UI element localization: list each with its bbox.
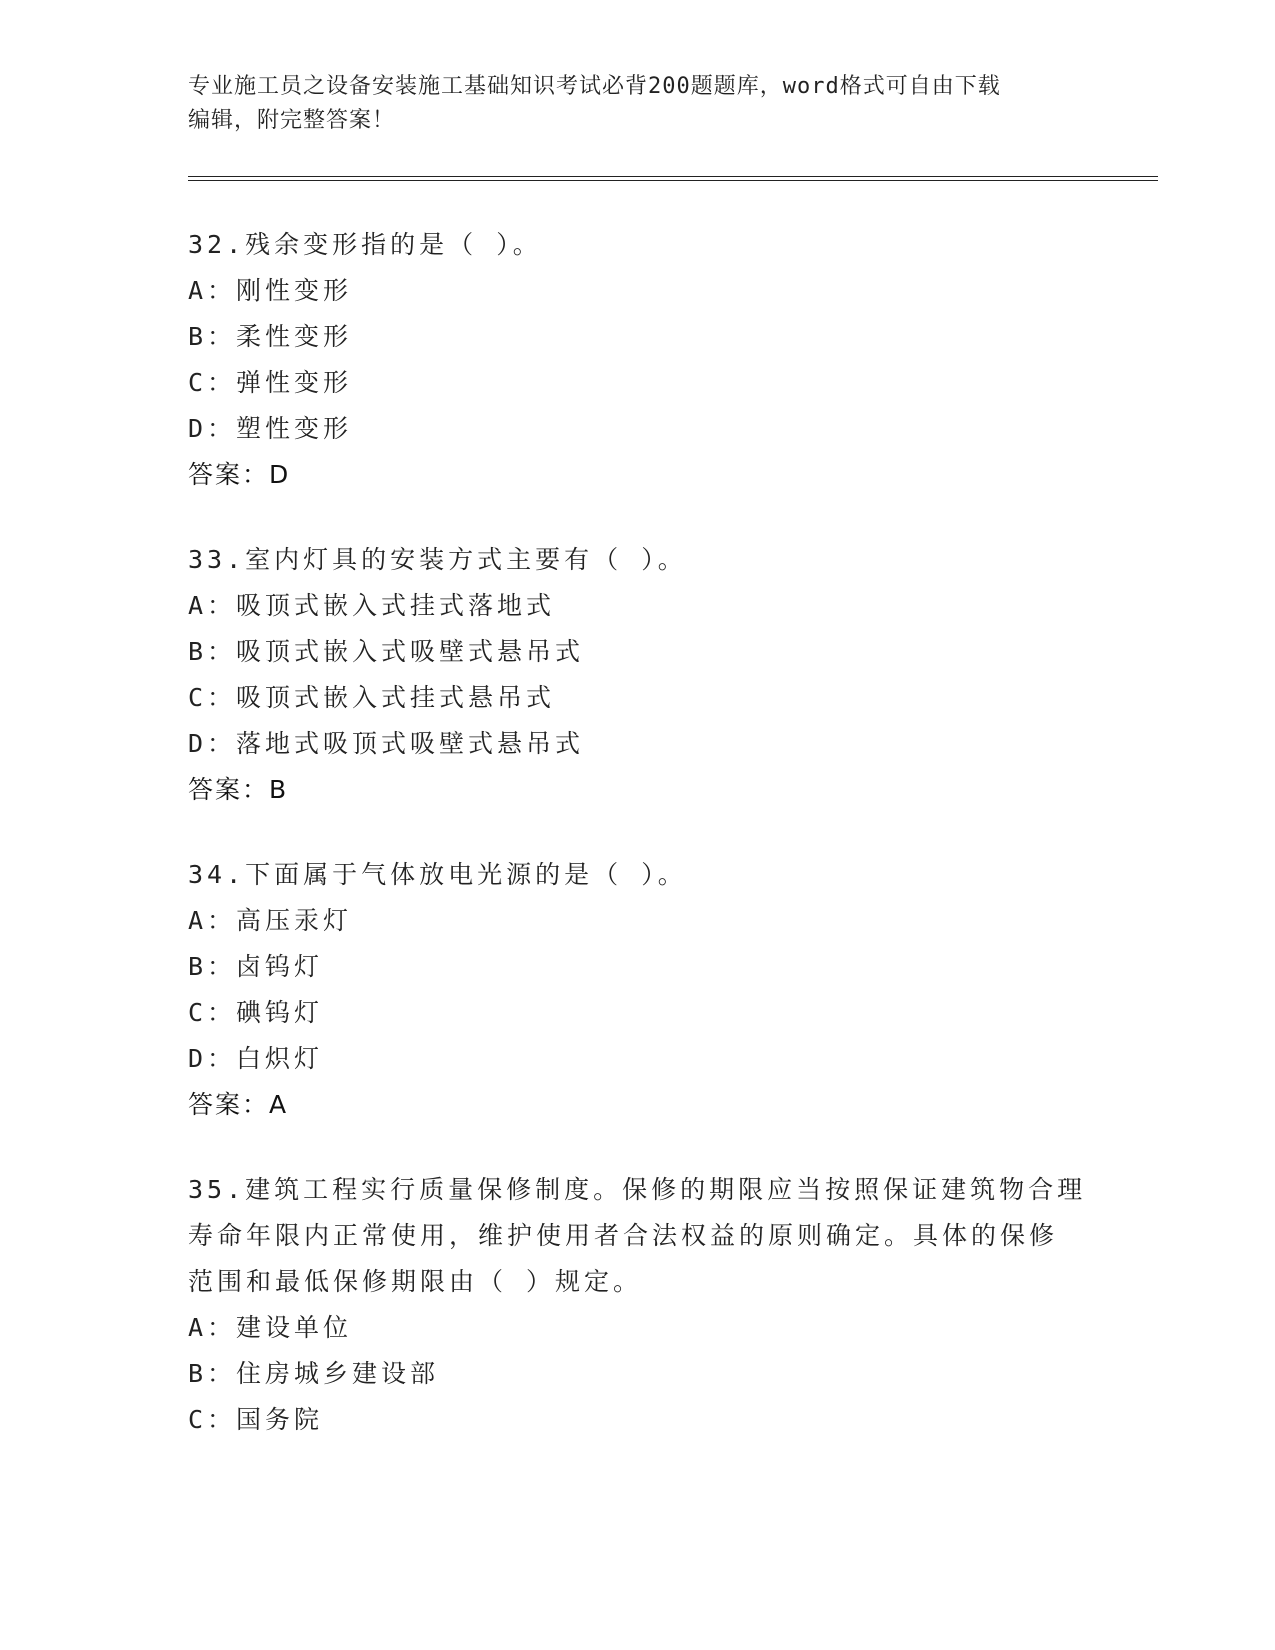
question-35 xyxy=(188,1167,1088,1443)
option-a: A：刚性变形 xyxy=(188,276,353,305)
question-stem-line-3: 范围和最低保修期限由（ ）规定。 xyxy=(188,1267,643,1296)
question-32 xyxy=(188,222,1088,498)
option-b: B：吸顶式嵌入式吸壁式悬吊式 xyxy=(188,637,585,666)
option-b: B：住房城乡建设部 xyxy=(188,1359,440,1388)
option-d: D：白炽灯 xyxy=(188,1044,324,1073)
option-b: B：柔性变形 xyxy=(188,322,353,351)
document-header xyxy=(188,70,1088,138)
question-34 xyxy=(188,852,1088,1128)
option-c: C：碘钨灯 xyxy=(188,998,324,1027)
question-stem: 32.残余变形指的是（ ）。 xyxy=(188,230,542,259)
option-a: A：高压汞灯 xyxy=(188,906,353,935)
option-a: A：建设单位 xyxy=(188,1313,353,1342)
header-line-2: 编辑，附完整答案！ xyxy=(188,108,396,133)
question-stem: 34.下面属于气体放电光源的是（ ）。 xyxy=(188,860,687,889)
question-stem-line-2: 寿命年限内正常使用，维护使用者合法权益的原则确定。具体的保修 xyxy=(188,1221,1059,1250)
answer-line: 答案：D xyxy=(188,460,291,489)
option-b: B：卤钨灯 xyxy=(188,952,324,981)
question-33 xyxy=(188,537,1088,813)
option-d: D：落地式吸顶式吸壁式悬吊式 xyxy=(188,729,585,758)
question-stem-line-1: 35.建筑工程实行质量保修制度。保修的期限应当按照保证建筑物合理 xyxy=(188,1175,1087,1204)
option-a: A：吸顶式嵌入式挂式落地式 xyxy=(188,591,556,620)
answer-line: 答案：B xyxy=(188,775,289,804)
header-double-rule xyxy=(188,176,1158,181)
option-c: C：吸顶式嵌入式挂式悬吊式 xyxy=(188,683,556,712)
option-d: D：塑性变形 xyxy=(188,414,353,443)
header-line-1: 专业施工员之设备安装施工基础知识考试必背200题题库，word格式可自由下载 xyxy=(188,74,1001,99)
question-stem: 33.室内灯具的安装方式主要有（ ）。 xyxy=(188,545,687,574)
option-c: C：弹性变形 xyxy=(188,368,353,397)
option-c: C：国务院 xyxy=(188,1405,324,1434)
answer-line: 答案：A xyxy=(188,1090,289,1119)
